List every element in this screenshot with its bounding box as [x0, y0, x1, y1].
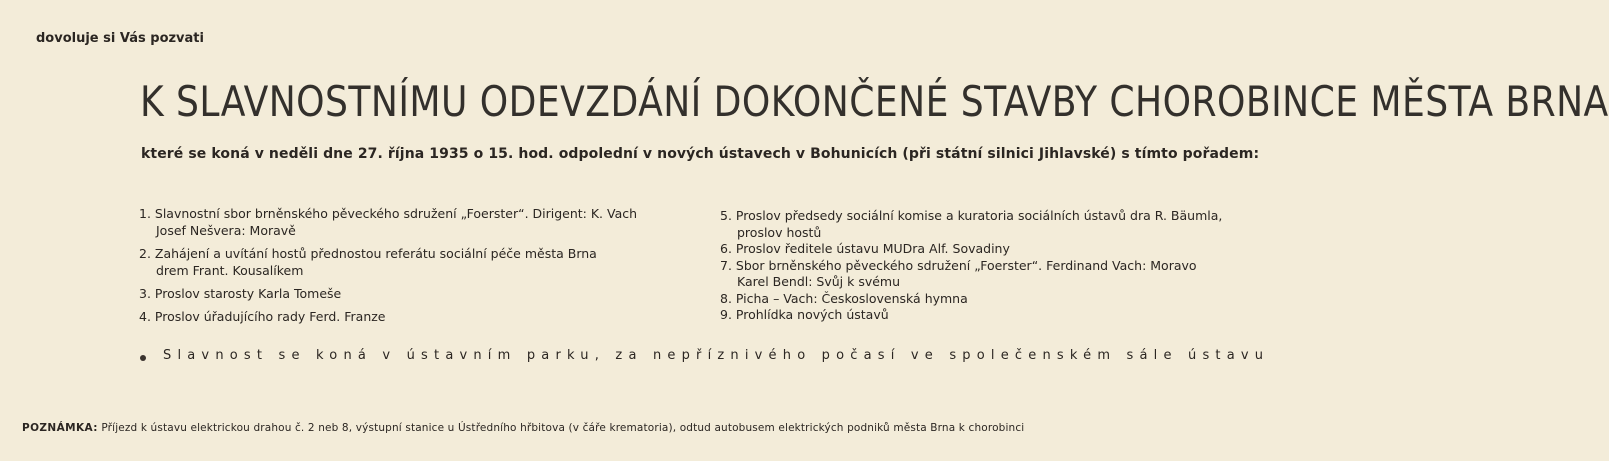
bullet-dot-icon [140, 355, 146, 361]
event-title: K SLAVNOSTNÍMU ODEVZDÁNÍ DOKONČENÉ STAVBY CHOROBINCE MĚSTA BRNA [140, 77, 1609, 126]
program-list-left [139, 205, 699, 331]
program-item-line: 8. Picha – Vach: Československá hymna [720, 290, 968, 306]
program-item [720, 258, 1260, 291]
program-item-line: 2. Zahájení a uvítání hostů přednostou referátu sociální péče města Brna [139, 246, 597, 261]
program-item-line: proslov hostů [737, 224, 822, 240]
program-item-line: 4. Proslov úřadujícího rady Ferd. Franze [139, 309, 386, 324]
program-item-line: 7. Sbor brněnského pěveckého sdružení „Foerster“. Ferdinand Vach: Moravo [720, 257, 1197, 273]
program-item-line: 1. Slavnostní sbor brněnského pěveckého sdružení „Foerster“. Dirigent: K. Vach [139, 206, 638, 221]
transport-note [22, 422, 1267, 434]
event-details: které se koná v neděli dne 27. října 1935 o 15. hod. odpolední v nových ústavech v Bohunicích (při státní silnici Jihlavské) s tímto pořadem: [141, 146, 1260, 162]
invite-line: dovoluje si Vás pozvati [36, 31, 204, 46]
program-item-line: 5. Proslov předsedy sociální komise a kuratoria sociálních ústavů dra R. Bäumla, [720, 208, 1223, 223]
program-item-line: 6. Proslov ředitele ústavu MUDra Alf. Sovadiny [720, 241, 1010, 256]
program-item-line: 3. Proslov starosty Karla Tomeše [139, 286, 342, 301]
program-item-line: 9. Prohlídka nových ústavů [720, 307, 889, 322]
program-item-line: drem Frant. Kousalíkem [156, 263, 304, 278]
program-item [139, 205, 699, 239]
program-item [139, 308, 699, 325]
note-label: POZNÁMKA: [22, 422, 98, 434]
program-item [720, 208, 1260, 241]
program-item [720, 307, 1260, 324]
program-item [720, 241, 1260, 258]
venue-notice: Slavnost se koná v ústavním parku, za nepříznivého počasí ve společenském sále ústavu [163, 348, 1270, 363]
program-item [720, 291, 1260, 308]
program-item [139, 285, 699, 302]
note-text: Příjezd k ústavu elektrickou drahou č. 2 neb 8, výstupní stanice u Ústředního hřbitova (v čáře krematoria), odtud autobusem elektrických podniků města Brna k chorobinci [101, 422, 1025, 434]
program-item-line: Karel Bendl: Svůj k svému [737, 274, 901, 289]
program-item [139, 245, 699, 279]
program-item-line: Josef Nešvera: Moravě [156, 223, 296, 238]
program-list-right [720, 208, 1260, 324]
